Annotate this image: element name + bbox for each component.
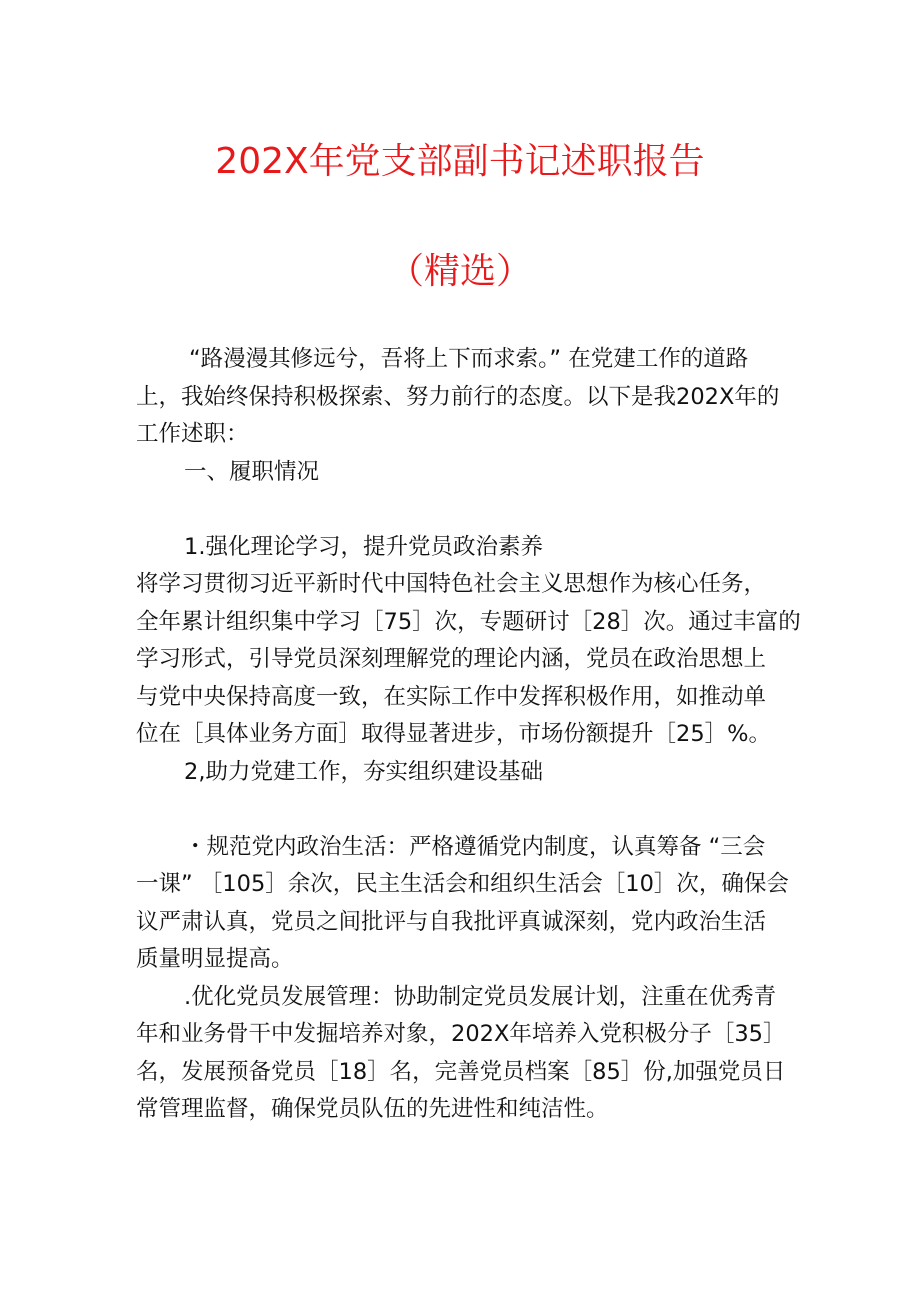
paragraph-line: 名，发展预备党员［18］名，完善党员档案［85］份,加强党员日 <box>136 1058 786 1085</box>
intro-line: 上，我始终保持积极探索、努力前行的态度。以下是我202X年的 <box>136 383 780 410</box>
paragraph-line: 与党中央保持高度一致，在实际工作中发挥积极作用，如推动单 <box>136 683 767 710</box>
paragraph-line: 位在［具体业务方面］取得显著进步，市场份额提升［25］%。 <box>136 721 772 747</box>
paragraph-line: 常管理监督，确保党员队伍的先进性和纯洁性。 <box>136 1096 609 1122</box>
spacer <box>136 491 796 529</box>
document-title: 202X年党支部副书记述职报告 <box>215 141 705 182</box>
document-subtitle: （精选） <box>387 251 532 292</box>
intro-line: “路漫漫其修远兮，吾将上下而求索。” 在党建工作的道路 <box>189 346 749 372</box>
document-body <box>136 341 801 1129</box>
item-heading: 1.强化理论学习，提升党员政治素养 <box>184 533 543 560</box>
paragraph-line: 学习形式，引导党员深刻理解党的理论内涵，党员在政治思想上 <box>136 646 767 672</box>
paragraph-line: 议严肃认真，党员之间批评与自我批评真诚深刻，党内政治生活 <box>136 908 767 935</box>
section-heading: 一、履职情况 <box>184 458 320 485</box>
spacer <box>136 791 796 829</box>
paragraph-line: 质量明显提高。 <box>136 946 294 972</box>
item-heading: 2,助力党建工作，夯实组织建设基础 <box>184 758 543 785</box>
bullet-line: ・规范党内政治生活：严格遵循党内制度，认真筹备 “三会 <box>184 833 766 860</box>
paragraph-line: 一课” ［105］余次，民主生活会和组织生活会［10］次，确保会 <box>136 871 789 897</box>
bullet-line: .优化党员发展管理：协助制定党员发展计划，注重在优秀青 <box>184 983 777 1010</box>
paragraph-line: 全年累计组织集中学习［75］次，专题研讨［28］次。通过丰富的 <box>136 608 801 635</box>
paragraph-line: 年和业务骨干中发掘培养对象，202X年培养入党积极分子［35］ <box>136 1021 786 1047</box>
paragraph-line: 将学习贯彻习近平新时代中国特色社会主义思想作为核心任务， <box>136 571 767 597</box>
intro-line: 工作述职： <box>136 421 249 447</box>
